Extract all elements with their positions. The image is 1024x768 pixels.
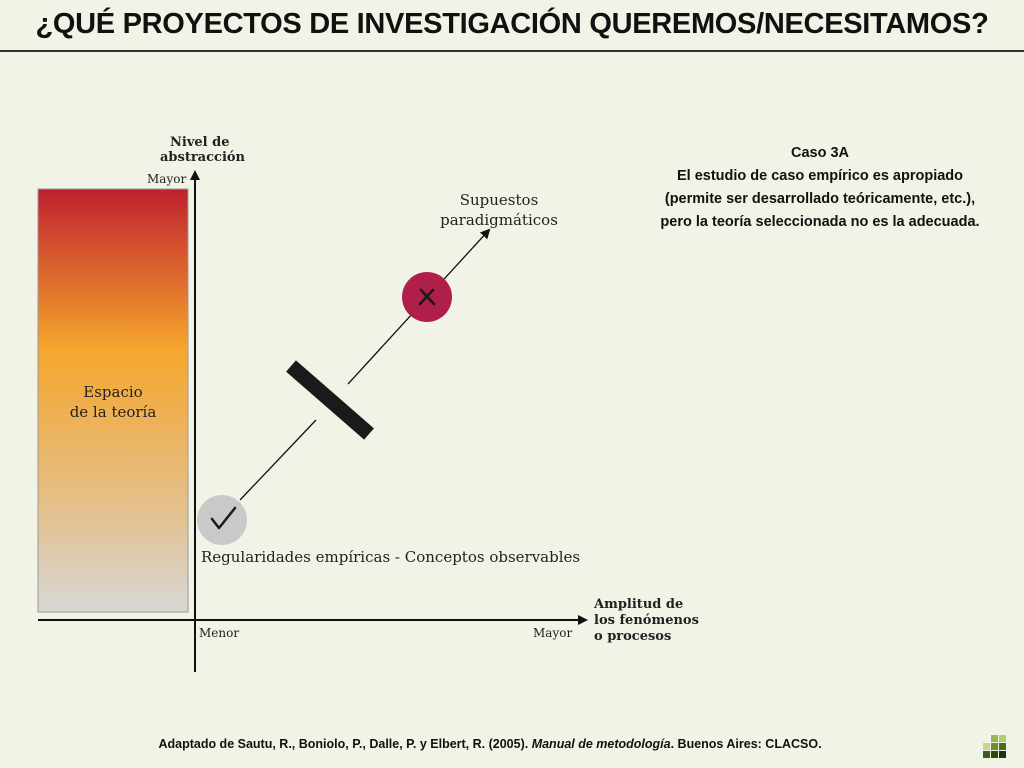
barrier-block <box>291 366 369 434</box>
x-axis-max-label: Mayor <box>533 626 573 640</box>
bottom-node-label: Regularidades empíricas - Conceptos observables <box>201 548 581 566</box>
top-node-label-line1: Supuestos <box>459 191 539 209</box>
x-axis-min-label: Menor <box>199 626 240 640</box>
x-axis-label-line1: Amplitud de <box>594 597 684 612</box>
check-node <box>197 495 247 545</box>
page-title: ¿QUÉ PROYECTOS DE INVESTIGACIÓN QUEREMOS/NECESITAMOS? <box>35 8 989 40</box>
y-axis-label-line1: Nivel de <box>170 135 230 150</box>
citation <box>0 737 980 751</box>
theory-space-label-line1: Espacio <box>83 383 143 401</box>
x-axis-label-line2: los fenómenos <box>594 613 699 628</box>
x-axis-label-line3: o procesos <box>594 629 672 644</box>
citation-prefix: Adaptado de Sautu, R., Boniolo, P., Dalle, P. y Elbert, R. (2005). <box>158 737 532 751</box>
case-heading: Caso 3A <box>790 145 850 161</box>
top-node-label-line2: paradigmáticos <box>440 211 558 229</box>
case-line-1: El estudio de caso empírico es apropiado <box>676 168 964 184</box>
logo-squares-icon <box>983 733 1009 759</box>
case-line-2: (permite ser desarrollado teóricamente, etc.), <box>664 191 976 207</box>
y-axis-max-label: Mayor <box>147 172 187 186</box>
theory-space-label-line2: de la teoría <box>69 403 157 421</box>
path-lower-segment <box>240 420 316 500</box>
case-description <box>640 142 1000 234</box>
y-axis-label-line2: abstracción <box>160 150 246 165</box>
citation-suffix: . Buenos Aires: CLACSO. <box>670 737 822 751</box>
citation-book: Manual de metodología <box>531 737 671 751</box>
case-line-3: pero la teoría seleccionada no es la adecuada. <box>660 214 980 230</box>
